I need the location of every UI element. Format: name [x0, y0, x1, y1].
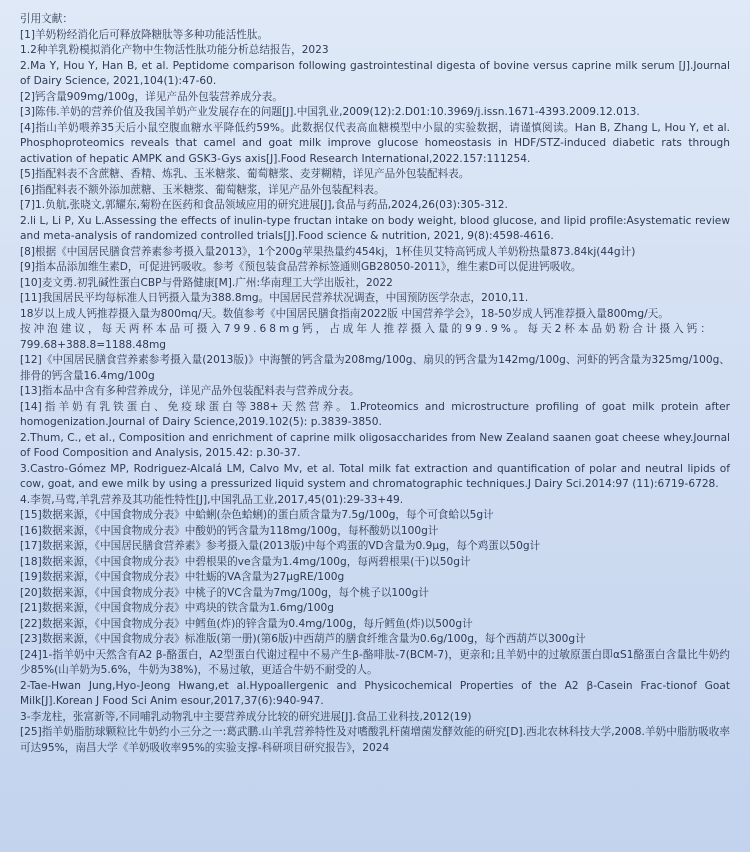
- reference-line: 1.2种羊乳粉模拟消化产物中生物活性肽功能分析总结报告，2023: [20, 44, 329, 56]
- reference-line: [10]麦文勇.初乳碱性蛋白CBP与骨路健康[M].广州:华南理工大学出版社，2022: [20, 276, 393, 289]
- reference-line: 2.li L, Li P, Xu L.Assessing the effects of inulin-type fructan intake on body weight, blood glucose, and lipid profile:Asystematic review and meta-analysis of randomized controlled trials[J].Food science & nutrition, 2021, 9(8):4598-4616.: [20, 214, 730, 242]
- reference-line: [16]数据来源，《中国食物成分表》中酸奶的钙含量为118mg/100g，每杯酸奶以100g计: [20, 524, 439, 537]
- reference-line: 4.李贺,马莺,羊乳营养及其功能性特性[J],中国乳品工业,2017,45(01):29-33+49.: [20, 493, 404, 506]
- reference-line: 2.Thum, C., et al., Composition and enrichment of caprine milk oligosaccharides from New Zealand saanen goat cheese whey.Journal of Food Composition and Analysis, 2015.42: p.30-37.: [20, 431, 730, 459]
- reference-line: [20]数据来源，《中国食物成分表》中桃子的VC含量为7mg/100g，每个桃子以100g计: [20, 586, 429, 599]
- reference-line: [15]数据来源，《中国食物成分表》中蛤蜊(杂色蛤蜊)的蛋白质含量为7.5g/100g，每个可食蛤以5g计: [20, 509, 494, 521]
- reference-line: [18]数据来源，《中国食物成分表》中碧根果的ve含量为1.4mg/100g，每两碧根果(干)以50g计: [20, 555, 471, 568]
- reference-line: [14]指羊奶有乳铁蛋白、免疫球蛋白等388+天然营养。1.Proteomics and microstructure profiling of goat milk protein after homogenization.Journal of Dairy Science,2019.102(5): p.3839-3850.: [20, 400, 730, 428]
- reference-line: [8]根据《中国居民膳食营养素参考摄入量2013》，1个200g苹果热量约454kj，1杯佳贝艾特高钙成人羊奶粉热量873.84kj(44g计): [20, 245, 636, 258]
- reference-line: [2]钙含量909mg/100g，详见产品外包装营养成分表。: [20, 90, 283, 103]
- reference-line: [5]指配料表不含蔗糖、香精、炼乳、玉米糖浆、葡萄糖浆、麦芽糊精，详见产品外包装配料表。: [20, 168, 470, 180]
- reference-line: [24]1-指羊奶中天然含有A2 β-酪蛋白，A2型蛋白代谢过程中不易产生β-酪啡肽-7(BCM-7)，更亲和;且羊奶中的过敏原蛋白即αS1酪蛋白含量比牛奶约少85%(山羊奶为5.6%，牛奶为38%)，不易过敏，更适合牛奶不耐受的人。: [20, 648, 730, 676]
- reference-line: [3]陈伟.羊奶的营养价值及我国羊奶产业发展存在的问题[J].中国乳业,2009(12):2.D01:10.3969/j.issn.1671-4393.2009.12.013.: [20, 106, 640, 118]
- reference-line: 799.68+388.8=1188.48mg: [20, 338, 167, 351]
- references-heading: 引用文献：: [20, 13, 73, 25]
- reference-line: [19]数据来源，《中国食物成分表》中牡蛎的VA含量为27μgRE/100g: [20, 571, 345, 583]
- reference-line: 2.Ma Y, Hou Y, Han B, et al. Peptidome comparison following gastrointestinal digesta of bovine versus caprine milk serum [J].Journal of Dairy Science, 2021,104(1):47-60.: [20, 59, 730, 87]
- reference-line: [17]数据来源，《中国居民膳食营养素》参考摄入量(2013版)中每个鸡蛋的VD含量为0.9μg，每个鸡蛋以50g计: [20, 540, 541, 552]
- reference-line: [23]数据来源，《中国食物成分表》标准版(第一册)(第6版)中西葫芦的膳食纤维含量为0.6g/100g，每个西葫芦以300g计: [20, 633, 586, 645]
- reference-line: 3.Castro-Gómez MP, Rodriguez-Alcalá LM, Calvo Mv, et al. Total milk fat extraction and quantification of polar and neutral lipids of cow, goat, and ewe milk by using a pressurized liquid system and chromatographic techniques.J Dairy Sci.2014:97 (11):6719-6728.: [20, 462, 730, 490]
- reference-line: [4]指山羊奶喂养35天后小鼠空腹血糖水平降低约59%。此数据仅代表高血糖模型中小鼠的实验数据，请谨慎阅读。Han B, Zhang L, Hou Y, et al. Phosphoproteomics reveals that camel and goat milk improve glucose homeostasis in HDF/STZ-induced diabetic rats through activation of hepatic AMPK and GSK3-Gys axis[J].Food Research International,2022.157:111254.: [20, 121, 730, 165]
- reference-line: [12]《中国居民膳食营养素参考摄入量(2013版)》中海蟹的钙含量为208mg/100g、扇贝的钙含量为142mg/100g、河虾的钙含量为325mg/100g、排骨的钙含量16.4mg/100g: [20, 354, 730, 382]
- reference-line: [6]指配料表不额外添加蔗糖、玉米糖浆、葡萄糖浆，详见产品外包装配料表。: [20, 183, 385, 196]
- references-list: [20, 28, 730, 757]
- reference-line: 按冲泡建议，每天两杯本品可摄入799.68mg钙，占成年人推荐摄入量的99.9%。每天2杯本品奶粉合计摄入钙：: [20, 323, 714, 335]
- reference-line: 2-Tae-Hwan Jung,Hyo-Jeong Hwang,et al.Hypoallergenic and Physicochemical Properties of the A2 β-Casein Frac-tionof Goat Milk[J].Korean J Food Sci Anim esour,2017,37(6):940-947.: [20, 679, 730, 707]
- reference-line: [21]数据来源，《中国食物成分表》中鸡块的铁含量为1.6mg/100g: [20, 602, 334, 614]
- reference-line: [1]羊奶粉经消化后可释放降糖肽等多种功能活性肽。: [20, 28, 269, 41]
- reference-line: [22]数据来源，《中国食物成分表》中鳕鱼(炸)的锌含量为0.4mg/100g，每斤鳕鱼(炸)以500g计: [20, 617, 473, 630]
- reference-line: [7]1.负航,张晓文,郭耀东,菊粉在医药和食品领域应用的研究进展[J],食品与药品,2024,26(03):305-312.: [20, 199, 508, 211]
- reference-line: 3-李龙柱，张富新等,不同哺乳动物乳中主要营养成分比较的研究进展[J].食品工业科技,2012(19): [20, 710, 472, 723]
- reference-line: [25]指羊奶脂肪球颗粒比牛奶约小三分之一:葛武鹏.山羊乳营养特性及对嗜酸乳杆菌增菌发酵效能的研究[D].西北农林科技大学,2008.羊奶中脂肪吸收率可达95%，南昌大学《羊奶吸收率95%的实验支撑-科研项目研究报告》，2024: [20, 726, 730, 754]
- reference-line: 18岁以上成人钙推荐摄入量为800mq/天。数值参考《中国居民膳食指南2022版 中国营养学会》，18-50岁成人钙准荐摄入量800mg/天。: [20, 307, 669, 320]
- reference-line: [11]我国居民平均每标准人日钙摄入量为388.8mg。中国居民营养状况调查，中国预防医学杂志，2010,11.: [20, 292, 529, 304]
- reference-line: [9]指本品添加维生素D，可促进钙吸收。参考《预包装食品营养标签通则GB28050-2011》，维生素D可以促进钙吸收。: [20, 261, 582, 273]
- reference-line: [13]指本品中含有多种营养成分，详见产品外包装配料表与营养成分表。: [20, 385, 360, 397]
